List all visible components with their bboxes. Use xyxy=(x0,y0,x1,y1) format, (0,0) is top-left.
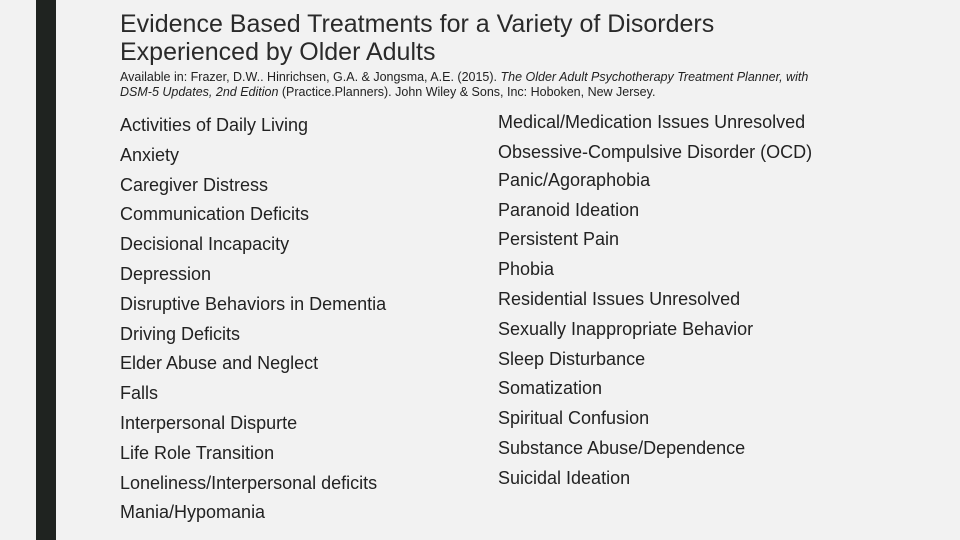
citation-authors: Available in: Frazer, D.W.. Hinrichsen, G.A. & Jongsma, A.E. (2015). xyxy=(120,70,501,84)
list-item: Depression xyxy=(120,263,212,284)
list-item: Sexually Inappropriate Behavior xyxy=(498,318,754,339)
citation-publisher: (Practice.Planners). John Wiley & Sons, Inc: Hoboken, New Jersey. xyxy=(278,85,656,99)
list-item: Substance Abuse/Dependence xyxy=(498,437,746,458)
list-item: Driving Deficits xyxy=(120,323,241,344)
list-item: Loneliness/Interpersonal deficits xyxy=(120,472,378,493)
list-item: Obsessive-Compulsive Disorder (OCD) xyxy=(498,141,813,162)
list-item: Panic/Agoraphobia xyxy=(498,169,651,190)
list-item: Life Role Transition xyxy=(120,442,275,463)
list-item: Suicidal Ideation xyxy=(498,467,631,488)
slide-title-line-1: Evidence Based Treatments for a Variety of Disorders xyxy=(120,10,715,38)
list-item: Somatization xyxy=(498,378,603,399)
list-item: Mania/Hypomania xyxy=(120,502,266,523)
list-item: Disruptive Behaviors in Dementia xyxy=(120,293,387,314)
list-item: Medical/Medication Issues Unresolved xyxy=(498,112,806,132)
list-item: Spiritual Confusion xyxy=(498,408,650,429)
citation xyxy=(120,70,920,100)
citation-book-title-part-1: The Older Adult Psychotherapy Treatment Planner, with xyxy=(500,70,809,84)
left-accent-bar xyxy=(36,0,56,540)
list-item: Residential Issues Unresolved xyxy=(498,288,741,309)
right-disorder-list xyxy=(498,108,818,494)
list-item: Caregiver Distress xyxy=(120,174,269,195)
list-item: Communication Deficits xyxy=(120,204,310,225)
left-disorder-list xyxy=(120,111,386,528)
list-item: Anxiety xyxy=(120,144,180,165)
list-item: Persistent Pain xyxy=(498,229,620,250)
citation-book-title-part-2: DSM-5 Updates, 2nd Edition xyxy=(120,85,279,99)
slide-title-line-2: Experienced by Older Adults xyxy=(120,38,436,66)
list-item: Elder Abuse and Neglect xyxy=(120,353,319,374)
list-item: Activities of Daily Living xyxy=(120,115,309,135)
list-item: Interpersonal Dispurte xyxy=(120,412,298,433)
slide-title xyxy=(120,10,920,66)
list-item: Paranoid Ideation xyxy=(498,199,640,220)
list-item: Phobia xyxy=(498,259,555,280)
list-item: Falls xyxy=(120,383,159,404)
list-item: Sleep Disturbance xyxy=(498,348,646,369)
citation-line-2 xyxy=(120,85,920,100)
citation-line-1 xyxy=(120,70,920,85)
list-item: Decisional Incapacity xyxy=(120,234,290,255)
